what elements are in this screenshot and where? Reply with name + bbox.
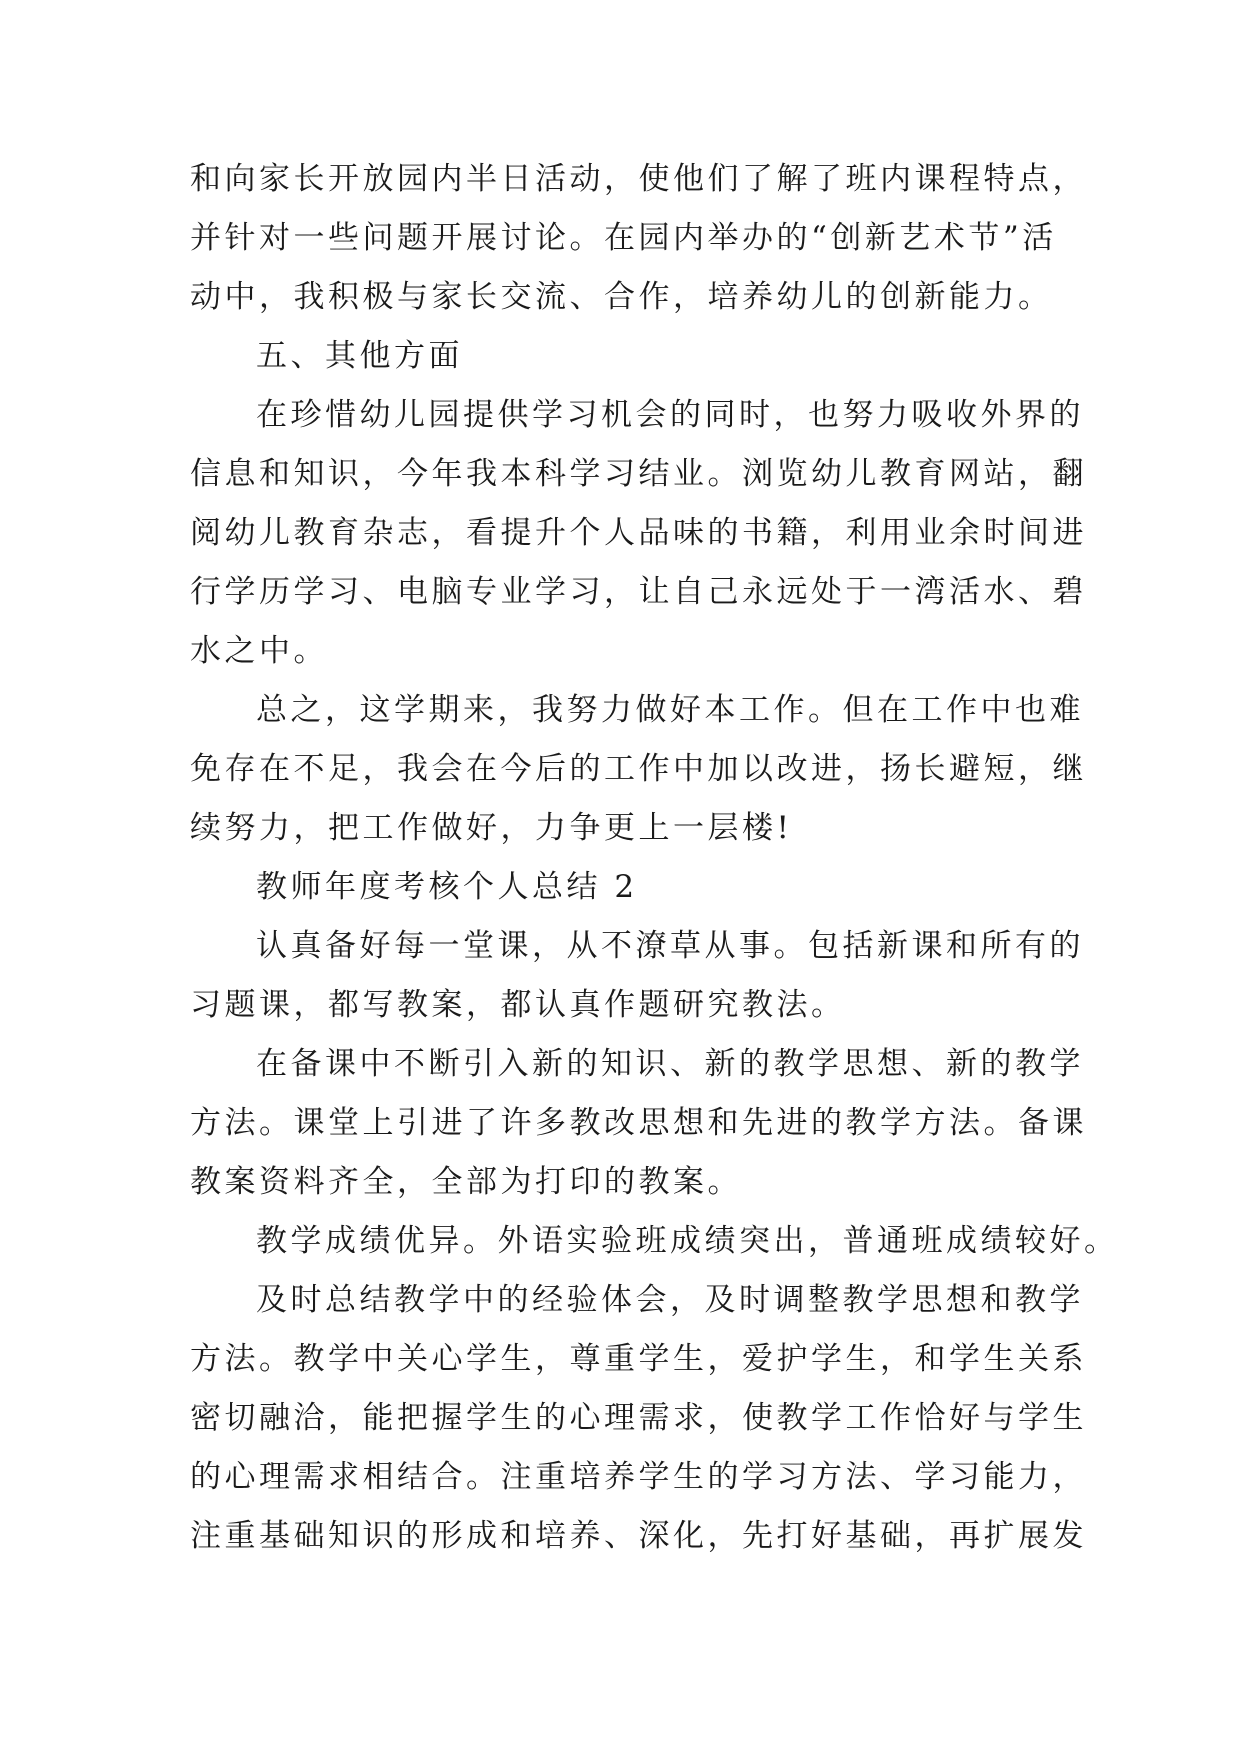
text-line: 方法。教学中关心学生，尊重学生，爱护学生，和学生关系 (190, 1341, 1087, 1377)
text-line: 密切融洽，能把握学生的心理需求，使教学工作恰好与学生 (190, 1400, 1087, 1436)
text-line: 方法。课堂上引进了许多教改思想和先进的教学方法。备课 (190, 1105, 1087, 1141)
text-line: 的心理需求相结合。注重培养学生的学习方法、学习能力， (190, 1459, 1087, 1495)
text-line: 注重基础知识的形成和培养、深化，先打好基础，再扩展发 (190, 1518, 1087, 1554)
text-line: 行学历学习、电脑专业学习，让自己永远处于一湾活水、碧 (190, 574, 1087, 610)
text-line: 五、其他方面 (256, 338, 463, 374)
text-line: 认真备好每一堂课，从不潦草从事。包括新课和所有的 (256, 928, 1084, 964)
text-line: 教师年度考核个人总结 2 (256, 869, 638, 905)
text-line: 动中，我积极与家长交流、合作，培养幼儿的创新能力。 (190, 279, 1053, 315)
text-line: 在备课中不断引入新的知识、新的教学思想、新的教学 (256, 1046, 1084, 1082)
text-line: 阅幼儿教育杂志，看提升个人品味的书籍，利用业余时间进 (190, 515, 1087, 551)
text-line: 教学成绩优异。外语实验班成绩突出，普通班成绩较好。 (256, 1223, 1119, 1259)
text-line: 续努力，把工作做好，力争更上一层楼! (190, 810, 793, 846)
text-line: 信息和知识，今年我本科学习结业。浏览幼儿教育网站，翻 (190, 456, 1087, 492)
text-line: 教案资料齐全，全部为打印的教案。 (190, 1164, 742, 1200)
text-line: 总之，这学期来，我努力做好本工作。但在工作中也难 (256, 692, 1084, 728)
text-line: 和向家长开放园内半日活动，使他们了解了班内课程特点， (190, 161, 1087, 197)
text-line: 在珍惜幼儿园提供学习机会的同时，也努力吸收外界的 (256, 397, 1084, 433)
text-line: 习题课，都写教案，都认真作题研究教法。 (190, 987, 846, 1023)
text-line: 免存在不足，我会在今后的工作中加以改进，扬长避短，继 (190, 751, 1087, 787)
text-line: 及时总结教学中的经验体会，及时调整教学思想和教学 (256, 1282, 1084, 1318)
text-line: 水之中。 (190, 633, 328, 669)
document-body (190, 150, 1119, 1566)
text-line: 并针对一些问题开展讨论。在园内举办的“创新艺术节”活 (190, 220, 1057, 256)
